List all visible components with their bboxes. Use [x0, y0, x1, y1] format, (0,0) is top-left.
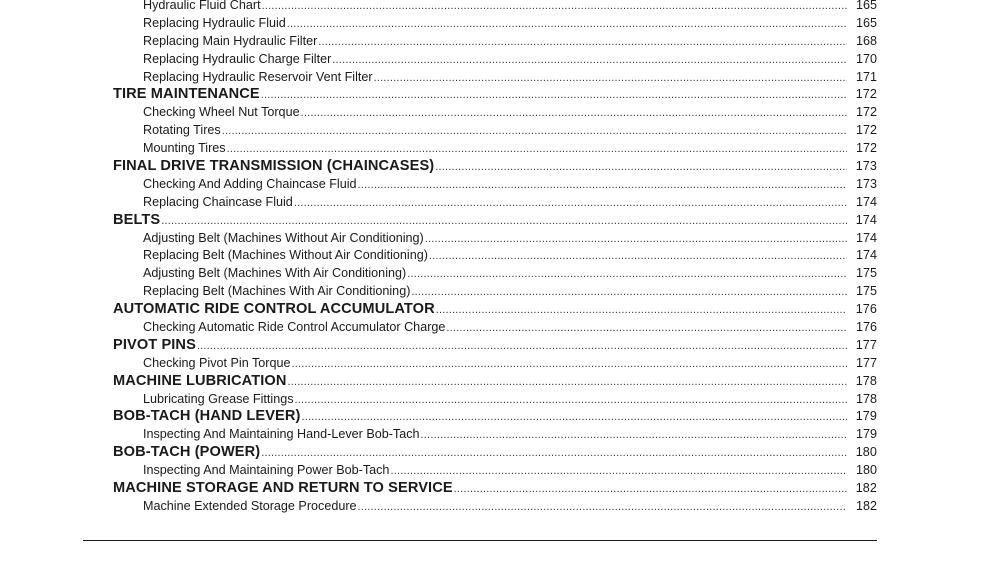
toc-entry-title: FINAL DRIVE TRANSMISSION (CHAINCASES)	[113, 158, 435, 175]
toc-entry[interactable]	[0, 104, 1000, 122]
toc-dot-leader	[300, 408, 847, 427]
toc-page-number: 172	[855, 87, 877, 102]
toc-entry[interactable]	[0, 69, 1000, 87]
toc-entry-title: TIRE MAINTENANCE	[113, 86, 260, 103]
toc-page-number: 170	[855, 51, 877, 66]
toc-entry-title: Checking And Adding Chaincase Fluid	[143, 176, 357, 191]
toc-page-number: 174	[855, 212, 877, 227]
toc-page-number: 165	[855, 15, 877, 30]
toc-entry[interactable]	[0, 462, 1000, 480]
toc-dot-leader	[160, 212, 847, 231]
toc-entry-title: MACHINE STORAGE AND RETURN TO SERVICE	[113, 480, 453, 497]
toc-page-number: 178	[855, 373, 877, 388]
toc-page-number: 165	[855, 0, 877, 12]
toc-dot-leader	[445, 319, 847, 338]
toc-dot-leader	[290, 355, 847, 374]
toc-entry-title: Inspecting And Maintaining Power Bob-Tach	[143, 463, 390, 478]
toc-dot-leader	[226, 140, 847, 159]
toc-dot-leader	[428, 247, 847, 266]
toc-section-heading[interactable]	[0, 408, 1000, 426]
toc-dot-leader	[357, 176, 847, 195]
toc-dot-leader	[434, 158, 847, 177]
toc-dot-leader	[300, 104, 847, 123]
toc-page-number: 182	[855, 498, 877, 513]
toc-dot-leader	[424, 230, 847, 249]
toc-page-number: 179	[855, 427, 877, 442]
toc-entry[interactable]	[0, 355, 1000, 373]
toc-entry-title: Inspecting And Maintaining Hand-Lever Bob-Tach	[143, 427, 420, 442]
toc-page-number: 174	[855, 194, 877, 209]
toc-dot-leader	[331, 51, 847, 70]
toc-page-number: 173	[855, 159, 877, 174]
toc-section-heading[interactable]	[0, 158, 1000, 176]
toc-entry-title: Replacing Belt (Machines With Air Conditioning)	[143, 284, 411, 299]
toc-dot-leader	[287, 373, 848, 392]
toc-dot-leader	[221, 122, 847, 141]
toc-page-number: 176	[855, 320, 877, 335]
toc-entry-title: Replacing Belt (Machines Without Air Conditioning)	[143, 248, 428, 263]
toc-section-heading[interactable]	[0, 480, 1000, 498]
toc-dot-leader	[260, 444, 847, 463]
toc-entry-title: Checking Wheel Nut Torque	[143, 105, 300, 120]
toc-entry[interactable]	[0, 391, 1000, 409]
toc-entry-title: Rotating Tires	[143, 123, 221, 138]
toc-entry-title: Replacing Chaincase Fluid	[143, 194, 293, 209]
toc-page-number: 172	[855, 141, 877, 156]
toc-entry[interactable]	[0, 319, 1000, 337]
toc-entry-title: Lubricating Grease Fittings	[143, 391, 294, 406]
toc-dot-leader	[389, 462, 847, 481]
toc-entry-title: Machine Extended Storage Procedure	[143, 498, 357, 513]
toc-page-number: 179	[855, 409, 877, 424]
toc-entry[interactable]	[0, 33, 1000, 51]
toc-entry-title: Hydraulic Fluid Chart	[143, 0, 261, 12]
toc-page-number: 168	[855, 33, 877, 48]
toc-section-heading[interactable]	[0, 86, 1000, 104]
toc-page-number: 174	[855, 230, 877, 245]
toc-entry[interactable]	[0, 265, 1000, 283]
toc-page-number: 178	[855, 391, 877, 406]
toc-page-number: 171	[855, 69, 877, 84]
toc-entry-title: AUTOMATIC RIDE CONTROL ACCUMULATOR	[113, 301, 435, 318]
toc-dot-leader	[435, 301, 847, 320]
toc-dot-leader	[373, 69, 847, 88]
toc-entry-title: Replacing Main Hydraulic Filter	[143, 33, 318, 48]
toc-entry[interactable]	[0, 140, 1000, 158]
toc-page-number: 182	[855, 481, 877, 496]
toc-section-heading[interactable]	[0, 212, 1000, 230]
toc-entry[interactable]	[0, 122, 1000, 140]
toc-page-number: 177	[855, 337, 877, 352]
toc-entry-title: PIVOT PINS	[113, 336, 196, 353]
toc-entry-title: BOB-TACH (HAND LEVER)	[113, 408, 301, 425]
toc-dot-leader	[406, 265, 847, 284]
toc-entry-title: MACHINE LUBRICATION	[113, 372, 287, 389]
toc-dot-leader	[317, 33, 847, 52]
toc-entry[interactable]	[0, 176, 1000, 194]
toc-page-number: 175	[855, 266, 877, 281]
toc-section-heading[interactable]	[0, 337, 1000, 355]
toc-dot-leader	[453, 480, 847, 499]
toc-entry[interactable]	[0, 15, 1000, 33]
toc-entry[interactable]	[0, 426, 1000, 444]
toc-page-number: 175	[855, 284, 877, 299]
toc-dot-leader	[260, 86, 847, 105]
toc-dot-leader	[294, 391, 848, 410]
toc-entry[interactable]	[0, 0, 1000, 15]
toc-dot-leader	[293, 194, 847, 213]
toc-entry-title: BOB-TACH (POWER)	[113, 444, 261, 461]
toc-entry-title: Replacing Hydraulic Charge Filter	[143, 51, 332, 66]
toc-page-number: 173	[855, 176, 877, 191]
toc-dot-leader	[261, 0, 847, 16]
toc-entry[interactable]	[0, 51, 1000, 69]
toc-page-number: 176	[855, 302, 877, 317]
toc-entry[interactable]	[0, 230, 1000, 248]
toc-entry-title: Adjusting Belt (Machines Without Air Conditioning)	[143, 230, 424, 245]
toc-page-number: 177	[855, 355, 877, 370]
toc-entry-title: Checking Automatic Ride Control Accumulator Charge	[143, 320, 446, 335]
toc-section-heading[interactable]	[0, 301, 1000, 319]
toc-page-number: 180	[855, 445, 877, 460]
toc-dot-leader	[196, 337, 847, 356]
footer-rule	[83, 540, 877, 541]
toc-entry[interactable]	[0, 194, 1000, 212]
toc-page-number: 172	[855, 105, 877, 120]
toc-section-heading[interactable]	[0, 373, 1000, 391]
toc-entry-title: Checking Pivot Pin Torque	[143, 355, 291, 370]
toc-page-number: 174	[855, 248, 877, 263]
toc-dot-leader	[286, 15, 847, 34]
toc-entry-title: BELTS	[113, 211, 161, 228]
toc-entry-title: Replacing Hydraulic Reservoir Vent Filter	[143, 69, 373, 84]
toc-entry-title: Adjusting Belt (Machines With Air Conditioning)	[143, 266, 407, 281]
toc-page-number: 180	[855, 463, 877, 478]
toc-entry-title: Replacing Hydraulic Fluid	[143, 15, 286, 30]
toc-dot-leader	[420, 426, 847, 445]
toc-dot-leader	[357, 498, 847, 517]
toc-entry[interactable]	[0, 247, 1000, 265]
toc-page-number: 172	[855, 123, 877, 138]
toc-entry[interactable]	[0, 498, 1000, 516]
toc-dot-leader	[410, 283, 847, 302]
toc-entry[interactable]	[0, 283, 1000, 301]
toc-section-heading[interactable]	[0, 444, 1000, 462]
toc-entry-title: Mounting Tires	[143, 141, 226, 156]
